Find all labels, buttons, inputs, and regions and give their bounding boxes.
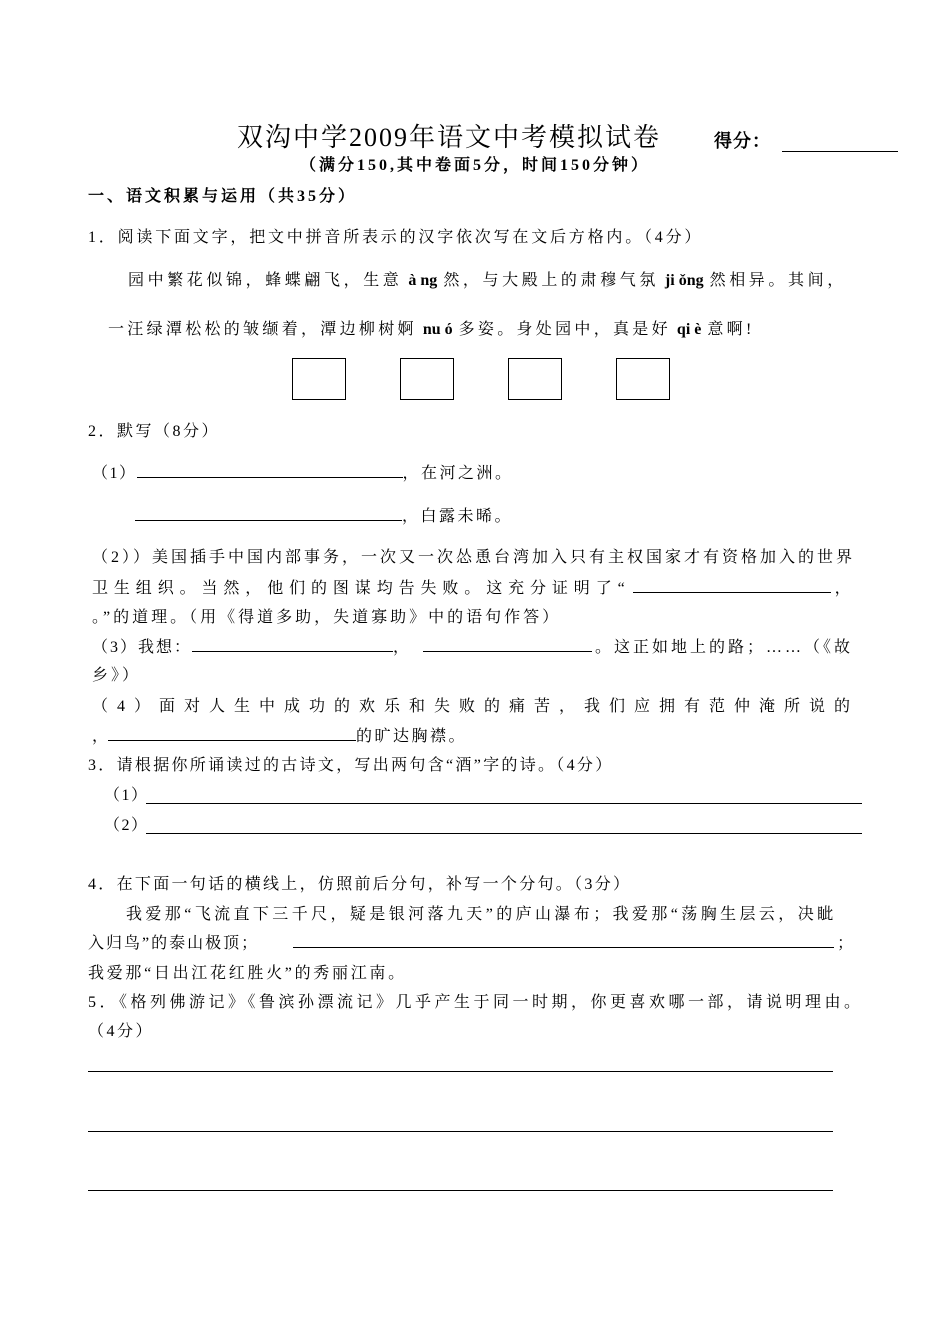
item-text: ， <box>834 580 854 597</box>
exam-title: 双沟中学2009年语文中考模拟试卷 <box>237 123 662 152</box>
answer-blank <box>192 638 393 652</box>
pinyin: ji ǒng <box>664 272 704 289</box>
question-4-prompt: 4．在下面一句话的横线上，仿照前后分句，补写一个分句。（3分） <box>88 876 632 893</box>
question-3-prompt: 3．请根据你所诵读过的古诗文，写出两句含“酒”字的诗。（4分） <box>88 757 614 774</box>
section-heading: 一、语文积累与运用（共35分） <box>88 188 358 205</box>
pinyin: à ng <box>408 272 438 289</box>
question-2-item-3-line-1 <box>92 638 853 658</box>
question-2-item-2-line-2 <box>92 579 853 599</box>
answer-line <box>146 803 862 804</box>
answer-box <box>400 358 454 400</box>
item-label: （2） <box>104 817 149 834</box>
answer-line <box>88 1071 833 1072</box>
item-text: ， <box>92 728 109 745</box>
item-text: （3）我想： <box>92 639 193 656</box>
exam-subtitle: （满分150,其中卷面5分，时间150分钟） <box>300 157 651 174</box>
passage-text: 意啊! <box>707 321 755 338</box>
item-text: ，在河之洲。 <box>402 465 514 482</box>
answer-blank <box>135 507 402 521</box>
answer-box <box>508 358 562 400</box>
passage-text: 一汪绿潭松松的皱缬着，潭边柳树婀 <box>108 321 417 338</box>
question-5-prompt: 5．《格列佛游记》《鲁滨孙漂流记》几乎产生于同一时期，你更喜欢哪一部，请说明理由。 <box>88 994 864 1011</box>
score-label: 得分： <box>714 131 771 151</box>
answer-line <box>146 833 862 834</box>
answer-blank <box>293 934 834 948</box>
pinyin: qi è <box>676 321 702 338</box>
question-2-prompt: 2．默写（8分） <box>88 423 221 440</box>
question-2-item-2-line-1: （2））美国插手中国内部事务，一次又一次怂恿台湾加入只有主权国家才有资格加入的世界 <box>92 549 856 566</box>
question-4-line-1: 我爱那“飞流直下三千尺，疑是银河落九天”的庐山瀑布；我爱那“荡胸生层云，决眦 <box>126 906 837 923</box>
question-1-prompt: 1．阅读下面文字，把文中拼音所表示的汉字依次写在文后方格内。（4分） <box>88 229 704 246</box>
passage-text: 园中繁花似锦，蜂蝶翩飞，生意 <box>128 272 403 289</box>
passage-line-2 <box>108 320 755 340</box>
item-text: 的旷达胸襟。 <box>356 728 468 745</box>
passage-line-1 <box>128 271 847 291</box>
question-2-item-4-line-1: （4）面对人生中成功的欢乐和失败的痛苦，我们应拥有范仲淹所说的 <box>92 698 860 715</box>
item-label: （1） <box>92 465 137 482</box>
question-4-line-2 <box>88 934 856 954</box>
question-2-item-2-line-3: 。”的道理。（用《得道多助，失道寡助》中的语句作答） <box>92 609 562 626</box>
item-label: （1） <box>104 787 149 804</box>
question-4-line-3: 我爱那“日出江花红胜火”的秀丽江南。 <box>88 965 407 982</box>
item-text: ，白露未晞。 <box>402 508 514 525</box>
answer-blank <box>137 464 403 478</box>
item-text: 入归鸟”的泰山极顶； <box>88 935 260 952</box>
answer-blank <box>423 638 592 652</box>
item-text: ， <box>393 639 413 656</box>
answer-blank <box>633 579 831 593</box>
question-2-item-1 <box>92 464 514 484</box>
question-2-item-3-line-2: 乡》） <box>92 667 142 684</box>
answer-line <box>88 1131 833 1132</box>
answer-blank <box>108 727 356 741</box>
passage-text: 多姿。身处园中，真是好 <box>458 321 671 338</box>
passage-text: 然相异。其间， <box>709 272 847 289</box>
passage-text: 然，与大殿上的肃穆气氛 <box>443 272 659 289</box>
item-text: ； <box>837 935 856 952</box>
question-2-item-1b <box>135 507 513 527</box>
item-text: 卫生组织。当然，他们的图谋均告失败。这充分证明了“ <box>92 580 631 597</box>
question-5-points: （4分） <box>88 1023 155 1040</box>
answer-box <box>616 358 670 400</box>
score-blank <box>782 151 898 152</box>
item-text: 。这正如地上的路；……（《故 <box>595 639 854 656</box>
question-2-item-4-line-2 <box>92 727 467 747</box>
answer-box <box>292 358 346 400</box>
pinyin: nu ó <box>422 321 453 338</box>
answer-line <box>88 1190 833 1191</box>
